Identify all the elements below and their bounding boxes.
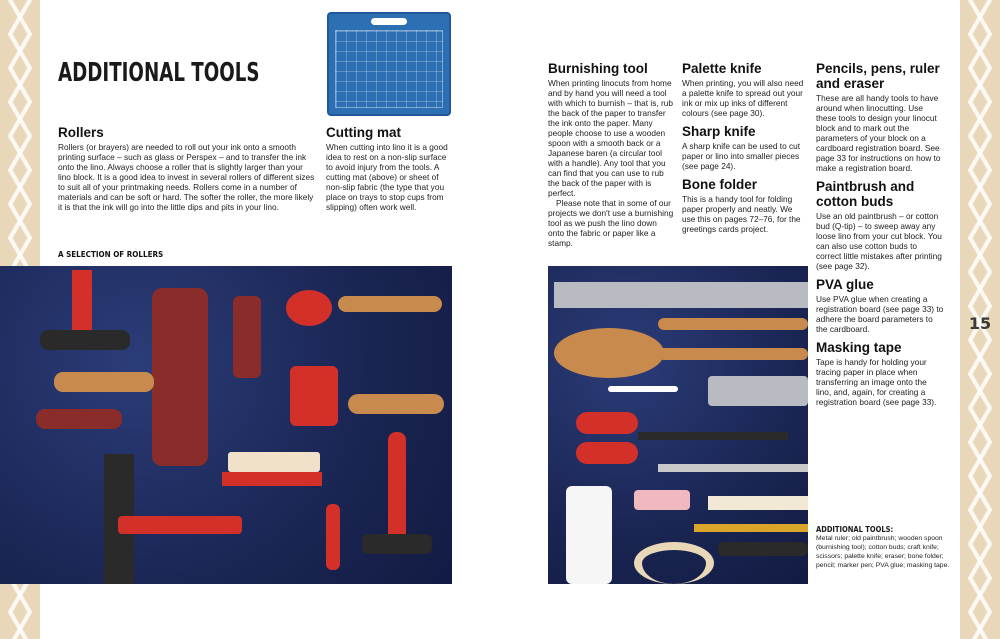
bone-folder-text: This is a handy tool for folding paper properly and neatly. We use this on pages 72–76, for the greetings cards project. bbox=[682, 194, 801, 234]
masking-text: Tape is handy for holding your tracing paper in place when transferring an image onto the lino, and, again, for creating a registration board (see page 33). bbox=[816, 357, 937, 407]
tools-caption-head: ADDITIONAL TOOLS: bbox=[816, 525, 894, 534]
cutting-mat-heading: Cutting mat bbox=[326, 125, 401, 140]
burnishing-section bbox=[548, 61, 674, 248]
rollers-heading: Rollers bbox=[58, 125, 104, 140]
tools-photo bbox=[548, 266, 808, 584]
cutting-mat-section bbox=[326, 125, 454, 212]
masking-heading: Masking tape bbox=[816, 340, 902, 355]
palette-knife-heading: Palette knife bbox=[682, 61, 762, 76]
rollers-photo bbox=[0, 266, 452, 584]
sharp-knife-text: A sharp knife can be used to cut paper or lino into smaller pieces (see page 24). bbox=[682, 141, 801, 171]
page-number-right: 15 bbox=[968, 313, 992, 333]
burnishing-text-2: Please note that in some of our projects we don't use a burnishing tool as we push the lino down onto the fabric or paper like a stamp. bbox=[548, 198, 674, 248]
rollers-section bbox=[58, 125, 316, 212]
pva-heading: PVA glue bbox=[816, 277, 874, 292]
sharp-knife-heading: Sharp knife bbox=[682, 124, 756, 139]
pva-text: Use PVA glue when creating a registration board (see page 33) to adhere the board parameters to the cardboard. bbox=[816, 294, 944, 334]
right-column bbox=[816, 61, 944, 407]
paintbrush-text: Use an old paintbrush – or cotton bud (Q-tip) – to sweep away any loose lino from your cut block. You can also use cotton buds to correct little mistakes after printing (see page 32). bbox=[816, 211, 942, 271]
tools-caption-list: Metal ruler; old paintbrush; wooden spoon (burnishing tool); cotton buds; craft knife; scissors; palette knife; eraser; bone folder; pencil; marker pen; PVA glue; masking tape. bbox=[816, 535, 950, 569]
middle-column bbox=[682, 61, 808, 234]
bone-folder-heading: Bone folder bbox=[682, 177, 758, 192]
cutting-mat-text: When cutting into lino it is a good idea to rest on a non-slip surface to avoid injury from the tools. A cutting mat (above) or sheet of non-slip fabric (the type that you place on trays to stop cups from slipping) often work well. bbox=[326, 142, 448, 212]
burnishing-text-1: When printing linocuts from home and by hand you will need a tool with which to burnish – that is, rub the back of the paper to transfer the ink onto the paper. Many people choose to use a wooden spoon with a smooth back or a Japanese baren (a circular tool with a handle). Any tool that you can find that you can use to rub the back of the paper with is perfect. bbox=[548, 78, 673, 198]
page-title: ADDITIONAL TOOLS bbox=[58, 58, 260, 88]
rollers-text: Rollers (or brayers) are needed to roll out your ink onto a smooth printing surface – such as glass or Perspex – and to transfer the ink onto the lino. Always choose a roller that is slightly larger than your lino block. It is a good idea to invest in several rollers of different sizes to suit all of your printmaking needs. Rollers come in a number of materials and can be soft or hard. The softer the roller, the more likely it is that the ink will go into the little dips and pits in your lino. bbox=[58, 142, 315, 212]
burnishing-heading: Burnishing tool bbox=[548, 61, 648, 76]
cutting-mat-image bbox=[327, 12, 451, 116]
rollers-photo-caption: A SELECTION OF ROLLERS bbox=[58, 250, 164, 259]
palette-knife-text: When printing, you will also need a palette knife to spread out your ink or mix up inks of different colours (see page 30). bbox=[682, 78, 804, 118]
paintbrush-heading: Paintbrush and cotton buds bbox=[816, 179, 915, 209]
pencils-text: These are all handy tools to have around when linocutting. Use these tools to design your linocut block and to mark out the parameters of your block on a cardboard registration board. See page 33 for instructions on how to make a registration board. bbox=[816, 93, 941, 173]
pencils-heading: Pencils, pens, ruler and eraser bbox=[816, 61, 940, 91]
tools-photo-caption bbox=[816, 525, 956, 570]
